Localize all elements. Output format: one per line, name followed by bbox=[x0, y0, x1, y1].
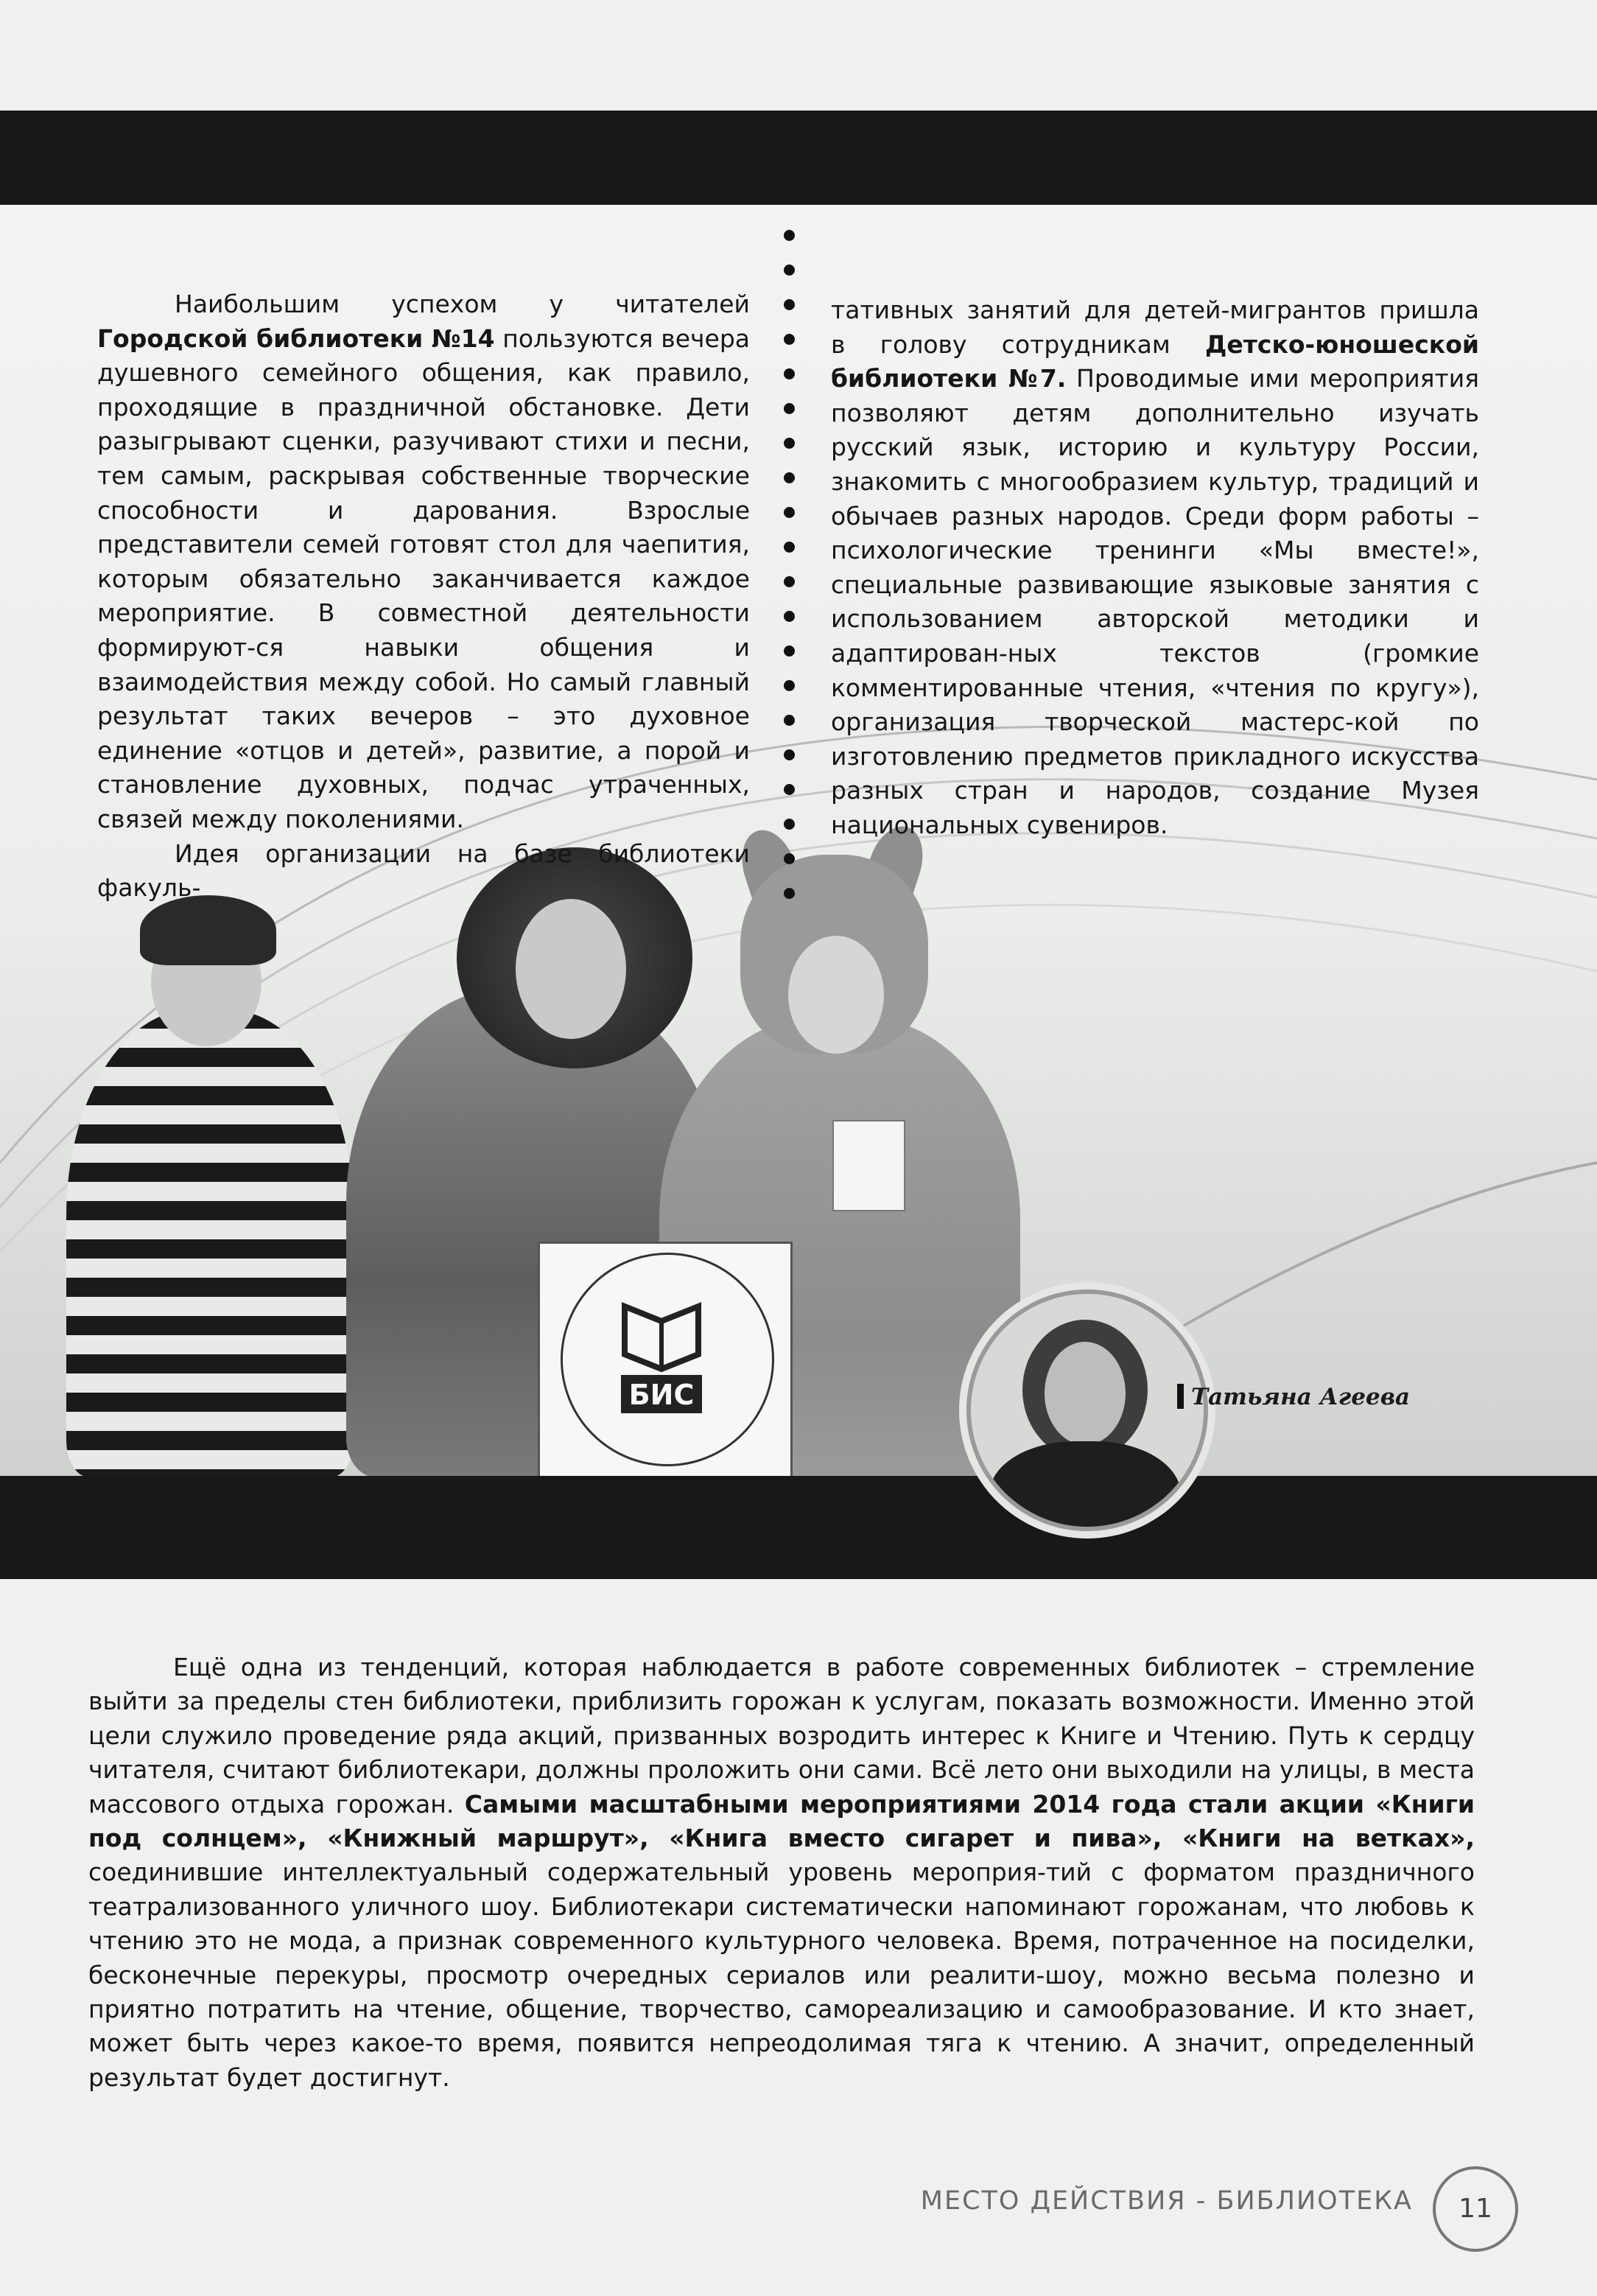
divider-dot bbox=[784, 819, 795, 830]
person-3-face bbox=[788, 936, 884, 1054]
person-striped-sweater bbox=[66, 1009, 354, 1477]
article-bottom-text bbox=[88, 1651, 1475, 2095]
divider-dot bbox=[784, 299, 795, 310]
text-span: Проводимые ими мероприятия позволяют детям дополнительно изучать русский язык, историю и культуру России, знакомить с многообразием культур, традиций и обычаев разных народов. Среди форм работы – психологические тренинги «Мы вместе!», специальные развивающие языковые занятия с использованием авторской методики и адаптирован-ных текстов (громкие комментированные чтения, «чтения по кругу»), организация творческой мастерс-кой по изготовлению предметов прикладного искусства разных стран и народов, создание Музея национальных сувениров. bbox=[831, 364, 1480, 839]
text-span: пользуются вечера душевного семейного общения, как правило, проходящие в праздничной обстановке. Дети разыгрывают сценки, разучивают стихи и песни, тем самым, раскрывая собственные творческие способности и дарования. Взрослые представители семей готовят стол для чаепития, которым обязательно заканчивается каждое мероприятие. В совместной деятельности формируют-ся навыки общения и взаимодействия между собой. Но самый главный результат таких вечеров – это духовное единение «отцов и детей», развитие, а порой и становление духовных, подчас утраченных, связей между поколениями. bbox=[97, 323, 750, 833]
text-span: тативных занятий для детей-мигрантов пришла в голову сотрудникам bbox=[831, 295, 1479, 359]
person-1-hat bbox=[140, 895, 276, 965]
page-number: 11 bbox=[1433, 2166, 1518, 2252]
paragraph: Идея организации на базе библиотеки факуль- bbox=[97, 839, 750, 903]
divider-dot bbox=[784, 403, 795, 414]
library-name: Детско-юношеской библиотеки №7. bbox=[831, 329, 1479, 393]
author-name: Татьяна Агеева bbox=[1191, 1384, 1411, 1410]
events-highlight: Самыми масштабными мероприятиями 2014 года стали акции «Книги под солнцем», «Книжный маршрут», «Книга вместо сигарет и пива», «Книги на ветках», bbox=[88, 1789, 1475, 1853]
text-span: соединившие интеллектуальный содержательный уровень мероприя-тий с форматом праздничного театрализованного уличного шоу. Библиотекари систематически напоминают горожанам, что любовь к чтению это не мода, а признак современного культурного человека. Время, потраченное на посиделки, бесконечные перекуры, просмотр очередных сериалов или реалити-шоу, можно весьма полезно и приятно потратить на чтение, общение, творчество, самореализацию и самообразование. И кто знает, может быть через какое-то время, появится непреодолимая тяга к чтению. А значит, определенный результат будет достигнут. bbox=[88, 1858, 1475, 2092]
divider-dot bbox=[784, 784, 795, 795]
divider-dot bbox=[784, 680, 795, 691]
paragraph bbox=[831, 293, 1479, 843]
divider-dot bbox=[784, 438, 795, 449]
divider-dot bbox=[784, 542, 795, 553]
caption-marker bbox=[1177, 1384, 1184, 1409]
author-portrait bbox=[966, 1289, 1208, 1531]
text-span: Наибольшим успехом у читателей bbox=[175, 290, 750, 318]
column-divider-dots bbox=[780, 230, 798, 923]
divider-dot bbox=[784, 888, 795, 899]
middle-black-band bbox=[0, 1476, 1597, 1579]
divider-dot bbox=[784, 265, 795, 276]
footer-section-title: МЕСТО ДЕЙСТВИЯ - БИБЛИОТЕКА bbox=[920, 2186, 1413, 2216]
sign-logo-text: БИС bbox=[628, 1379, 695, 1411]
divider-dot bbox=[784, 368, 795, 379]
divider-dot bbox=[784, 715, 795, 726]
divider-dot bbox=[784, 853, 795, 864]
article-column-right bbox=[831, 293, 1479, 843]
article-column-left bbox=[97, 287, 750, 906]
top-black-band bbox=[0, 111, 1597, 205]
author-caption bbox=[1177, 1384, 1410, 1410]
book-logo-icon bbox=[610, 1295, 713, 1421]
portrait-face bbox=[1045, 1342, 1126, 1445]
paragraph bbox=[97, 287, 750, 837]
divider-dot bbox=[784, 611, 795, 622]
divider-dot bbox=[784, 749, 795, 760]
divider-dot bbox=[784, 230, 795, 241]
divider-dot bbox=[784, 472, 795, 483]
person-2-face bbox=[516, 899, 626, 1039]
library-logo-sign bbox=[538, 1242, 793, 1478]
divider-dot bbox=[784, 334, 795, 345]
divider-dot bbox=[784, 576, 795, 587]
paragraph bbox=[88, 1651, 1475, 2095]
text-span: Ещё одна из тенденций, которая наблюдается в работе современных библиотек – стремление выйти за пределы стен библиотеки, приблизить горожан к услугам, показать возможности. Именно этой цели служило проведение ряда акций, призванных возродить интерес к Книге и Чтению. Путь к сердцу читателя, считают библиотекари, должны проложить они сами. Всё лето они выходили на улицы, в места массового отдыха горожан. bbox=[88, 1653, 1475, 1819]
divider-dot bbox=[784, 645, 795, 657]
name-badge bbox=[832, 1120, 905, 1211]
library-name: Городской библиотеки №14 bbox=[97, 323, 495, 353]
portrait-body bbox=[989, 1441, 1181, 1531]
divider-dot bbox=[784, 507, 795, 518]
